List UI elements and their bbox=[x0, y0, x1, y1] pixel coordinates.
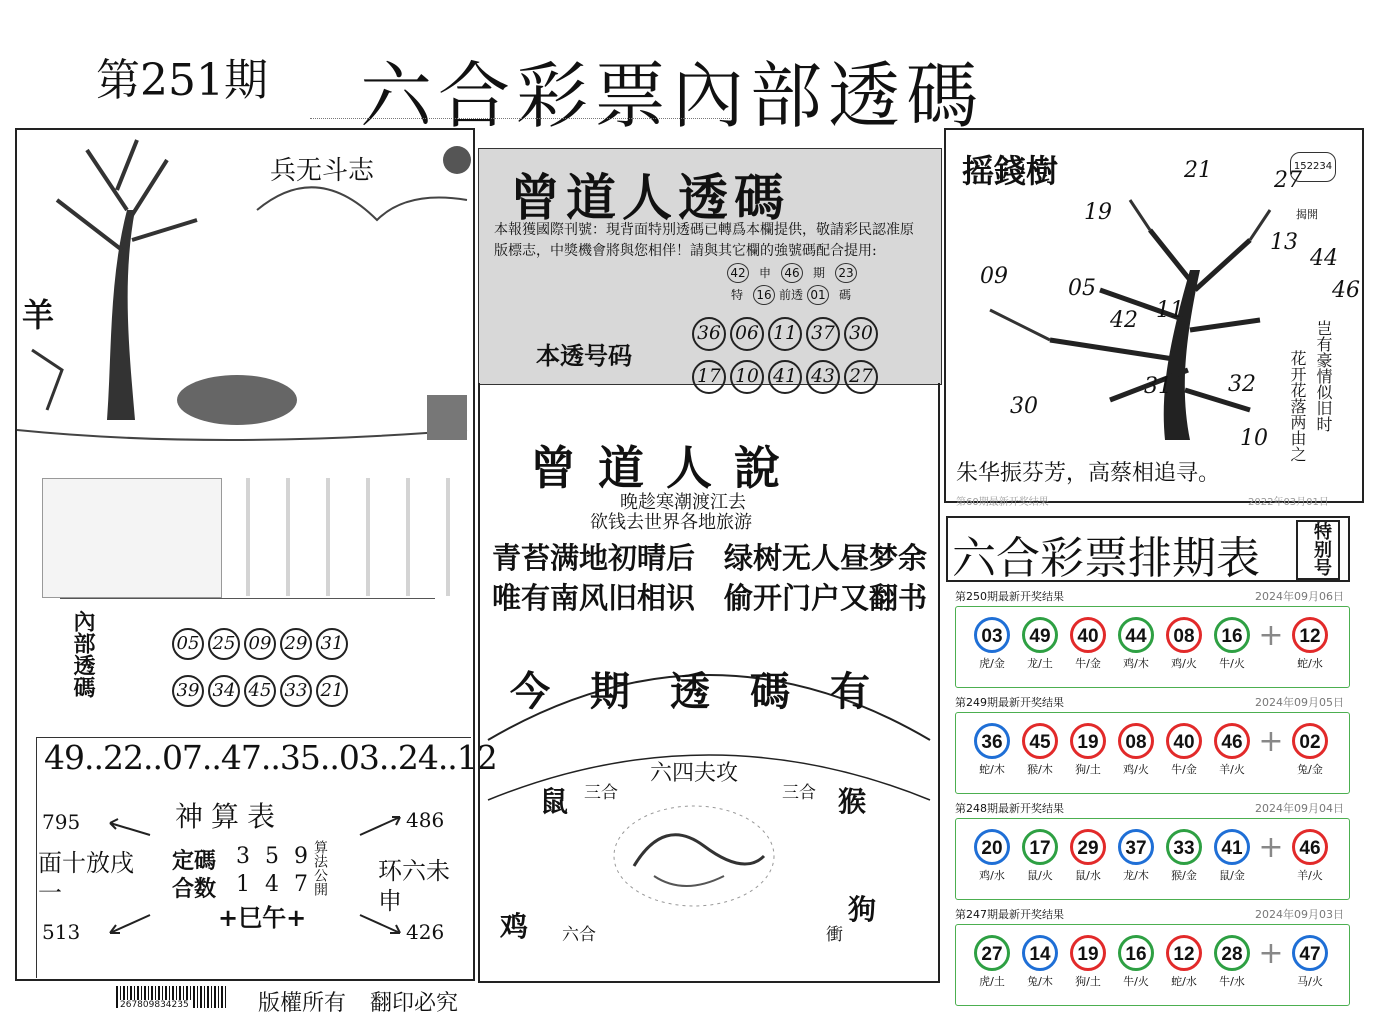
rights-1: 版權所有 bbox=[258, 991, 347, 1016]
lottery-ball: 12 bbox=[1166, 935, 1202, 971]
ball-zodiac: 狗/土 bbox=[1075, 763, 1101, 776]
result-card bbox=[955, 606, 1350, 688]
schedule-tag: 特别号 bbox=[1296, 520, 1340, 580]
tree-illustration bbox=[17, 130, 473, 470]
special-small-item: 特 bbox=[730, 288, 743, 302]
number-circle: 11 bbox=[768, 317, 802, 351]
ball-cell bbox=[1112, 935, 1160, 989]
ball-zodiac: 鼠/金 bbox=[1219, 869, 1245, 882]
middle-title-2: 曾道人說 bbox=[530, 441, 802, 495]
result-header bbox=[955, 694, 1350, 710]
number-circle: 10 bbox=[730, 360, 764, 394]
poem-title: 兵无斗志 bbox=[270, 156, 375, 186]
special-small-item: 01 bbox=[807, 285, 829, 305]
ball-cell bbox=[968, 935, 1016, 989]
tree-number: 21 bbox=[1184, 158, 1212, 183]
result-card bbox=[955, 712, 1350, 794]
ball-zodiac: 牛/金 bbox=[1075, 657, 1101, 670]
middle-sub-1: 晚趁寒潮渡江去 bbox=[620, 492, 746, 513]
calc-bottom-left: 513 bbox=[42, 920, 81, 944]
ball-zodiac: 牛/金 bbox=[1171, 763, 1197, 776]
plus-sign: + bbox=[1258, 618, 1284, 653]
bottom-left-note: 六合 bbox=[562, 925, 596, 945]
issue-label: 第251期 bbox=[96, 55, 268, 106]
special-small-item: 期 bbox=[812, 266, 825, 280]
ball-cell bbox=[1160, 935, 1208, 989]
special-small-item: 42 bbox=[727, 263, 749, 283]
result-date: 2024年09月04日 bbox=[1255, 802, 1344, 815]
ball-cell bbox=[968, 723, 1016, 777]
lottery-ball: 49 bbox=[1022, 617, 1058, 653]
lottery-ball: 37 bbox=[1118, 829, 1154, 865]
number-circle: 31 bbox=[316, 628, 348, 660]
result-header bbox=[955, 800, 1350, 816]
number-circle: 36 bbox=[692, 317, 726, 351]
calc-title: 神算表 bbox=[175, 800, 284, 833]
plus-sign: + bbox=[1258, 724, 1284, 759]
badge: 152234 bbox=[1290, 152, 1336, 182]
inner-code-label: 內部透碼 bbox=[70, 610, 96, 698]
lottery-ball: 08 bbox=[1118, 723, 1154, 759]
special-small-item: 16 bbox=[753, 285, 775, 305]
ball-zodiac: 龙/土 bbox=[1027, 657, 1053, 670]
result-issue: 第250期最新开奖结果 bbox=[955, 590, 1064, 603]
ball-zodiac: 羊/火 bbox=[1219, 763, 1245, 776]
page-title: 六合彩票內部透碼 bbox=[360, 54, 985, 138]
special-small-item: 申 bbox=[758, 266, 771, 280]
lottery-ball: 19 bbox=[1070, 935, 1106, 971]
tree-number: 31 bbox=[1144, 374, 1172, 399]
inner-row-1 bbox=[172, 628, 352, 660]
tree-number: 30 bbox=[1010, 394, 1038, 419]
dingma-value: 3 5 9 bbox=[236, 844, 312, 869]
tree-number: 10 bbox=[1240, 426, 1268, 451]
rights-2: 翻印必究 bbox=[370, 991, 459, 1016]
lottery-ball: 27 bbox=[974, 935, 1010, 971]
ball-cell bbox=[1016, 829, 1064, 883]
lottery-ball: 46 bbox=[1292, 829, 1328, 865]
ball-cell bbox=[1286, 829, 1334, 883]
result-issue: 第248期最新开奖结果 bbox=[955, 802, 1064, 815]
ball-zodiac: 蛇/木 bbox=[979, 763, 1005, 776]
number-circle: 06 bbox=[730, 317, 764, 351]
bottom-left-zodiac: 鸡 bbox=[500, 910, 529, 943]
result-date: 2024年09月06日 bbox=[1255, 590, 1344, 603]
number-circle: 27 bbox=[844, 360, 878, 394]
ball-cell bbox=[1064, 617, 1112, 671]
poem-line-1: 青苔满地初晴后 bbox=[492, 541, 696, 575]
calc-top-left: 795 bbox=[42, 810, 81, 834]
ball-zodiac: 牛/水 bbox=[1219, 975, 1245, 988]
lottery-ball: 41 bbox=[1214, 829, 1250, 865]
ball-cell bbox=[1016, 723, 1064, 777]
ball-zodiac: 牛/火 bbox=[1123, 975, 1149, 988]
ball-cell bbox=[1208, 617, 1256, 671]
arc-right: 猴 bbox=[838, 785, 867, 818]
lottery-ball: 28 bbox=[1214, 935, 1250, 971]
calc-right-chars: 环六未申 bbox=[378, 857, 450, 915]
number-circle: 09 bbox=[244, 628, 276, 660]
main-row-1 bbox=[692, 317, 882, 351]
zodiac-sheep-label: 羊 bbox=[22, 296, 55, 334]
result-card bbox=[955, 924, 1350, 1006]
tree-number: 44 bbox=[1310, 246, 1338, 271]
ball-cell bbox=[1208, 723, 1256, 777]
calc-side-note: 算法公開 bbox=[312, 840, 328, 896]
ball-zodiac: 鸡/火 bbox=[1123, 763, 1149, 776]
ball-cell bbox=[1112, 829, 1160, 883]
tree-number: 32 bbox=[1228, 372, 1256, 397]
number-circle: 39 bbox=[172, 675, 204, 707]
tree-number: 27 bbox=[1274, 168, 1302, 193]
dragon-illustration bbox=[604, 796, 784, 916]
ball-zodiac: 蛇/水 bbox=[1297, 657, 1323, 670]
number-circle: 05 bbox=[172, 628, 204, 660]
number-circle: 25 bbox=[208, 628, 240, 660]
badge-sub: 揭開 bbox=[1296, 208, 1318, 221]
lottery-ball: 16 bbox=[1118, 935, 1154, 971]
ball-cell bbox=[968, 829, 1016, 883]
lottery-ball: 12 bbox=[1292, 617, 1328, 653]
tree-number: 19 bbox=[1084, 200, 1112, 225]
ball-zodiac: 牛/火 bbox=[1219, 657, 1245, 670]
lottery-ball: 44 bbox=[1118, 617, 1154, 653]
middle-title-3: 今期透碼有 bbox=[510, 668, 910, 715]
ball-cell bbox=[1064, 723, 1112, 777]
dingma-label: 定碼 bbox=[172, 848, 217, 874]
header-rule bbox=[310, 118, 730, 120]
number-circle: 21 bbox=[316, 675, 348, 707]
ball-zodiac: 鼠/水 bbox=[1075, 869, 1101, 882]
tree-number: 42 bbox=[1110, 308, 1138, 333]
inner-row-2 bbox=[172, 675, 352, 707]
lottery-ball: 14 bbox=[1022, 935, 1058, 971]
special-small-item: 碼 bbox=[838, 288, 851, 302]
ball-zodiac: 兔/木 bbox=[1027, 975, 1053, 988]
lottery-ball: 33 bbox=[1166, 829, 1202, 865]
ball-zodiac: 兔/金 bbox=[1297, 763, 1323, 776]
sequence-numbers: 49..22..07..47..35..03..24..12 bbox=[44, 738, 497, 777]
ball-cell bbox=[1112, 617, 1160, 671]
ball-cell bbox=[1208, 829, 1256, 883]
heshu-value: 1 4 7 bbox=[236, 872, 312, 897]
ball-cell bbox=[1064, 829, 1112, 883]
ball-zodiac: 虎/土 bbox=[979, 975, 1005, 988]
lottery-ball: 47 bbox=[1292, 935, 1328, 971]
result-issue: 第247期最新开奖结果 bbox=[955, 908, 1064, 921]
main-code-label: 本透号码 bbox=[536, 341, 632, 370]
faint-result-right: 2022年03月01日 bbox=[1248, 497, 1329, 508]
side-poem-1: 岂有豪情似旧时 bbox=[1314, 320, 1333, 432]
ball-zodiac: 蛇/水 bbox=[1171, 975, 1197, 988]
number-circle: 34 bbox=[208, 675, 240, 707]
special-small-item: 46 bbox=[781, 263, 803, 283]
tree-number: 46 bbox=[1332, 278, 1360, 303]
scribble-box bbox=[42, 478, 222, 598]
side-poem-2: 花开花落两由之 bbox=[1288, 350, 1307, 462]
arc-left-note: 三合 bbox=[584, 783, 618, 803]
number-circle: 37 bbox=[806, 317, 840, 351]
lottery-ball: 19 bbox=[1070, 723, 1106, 759]
ball-zodiac: 鸡/水 bbox=[979, 869, 1005, 882]
ball-zodiac: 鸡/火 bbox=[1171, 657, 1197, 670]
tree-number: 09 bbox=[980, 264, 1008, 289]
lottery-ball: 46 bbox=[1214, 723, 1250, 759]
barcode-number: 267809834235 bbox=[120, 1000, 189, 1010]
result-header bbox=[955, 906, 1350, 922]
result-header bbox=[955, 588, 1350, 604]
ball-cell bbox=[968, 617, 1016, 671]
lottery-ball: 03 bbox=[974, 617, 1010, 653]
middle-sub-2: 欲钱去世界各地旅游 bbox=[590, 512, 752, 533]
ball-cell bbox=[1160, 829, 1208, 883]
number-circle: 43 bbox=[806, 360, 840, 394]
bottom-right-zodiac: 狗 bbox=[848, 893, 877, 926]
ball-cell bbox=[1112, 723, 1160, 777]
lottery-ball: 36 bbox=[974, 723, 1010, 759]
ball-zodiac: 龙/木 bbox=[1123, 869, 1149, 882]
result-date: 2024年09月03日 bbox=[1255, 908, 1344, 921]
lottery-ball: 17 bbox=[1022, 829, 1058, 865]
lottery-ball: 20 bbox=[974, 829, 1010, 865]
special-small-item: 前透 bbox=[778, 288, 803, 302]
number-circle: 45 bbox=[244, 675, 276, 707]
ball-cell bbox=[1064, 935, 1112, 989]
schedule-title: 六合彩票排期表 bbox=[952, 533, 1260, 584]
calc-top-right: 486 bbox=[406, 808, 445, 832]
ball-zodiac: 羊/火 bbox=[1297, 869, 1323, 882]
bottom-right-note: 衝 bbox=[826, 925, 843, 945]
ball-zodiac: 鼠/火 bbox=[1027, 869, 1053, 882]
number-circle: 33 bbox=[280, 675, 312, 707]
lottery-ball: 02 bbox=[1292, 723, 1328, 759]
plus-sign: + bbox=[1258, 830, 1284, 865]
tree-number: 05 bbox=[1068, 276, 1096, 301]
special-small-item: 23 bbox=[835, 263, 857, 283]
arc-left: 鼠 bbox=[540, 785, 569, 818]
arc-right-note: 三合 bbox=[782, 783, 816, 803]
ball-cell bbox=[1016, 617, 1064, 671]
middle-notice: 本報獲國際刊號：現背面特別透碼已轉爲本欄提供，敬請彩民認准原版標志，中獎機會將與您相伴！請與其它欄的強號碼配合提用: bbox=[494, 222, 914, 259]
lottery-ball: 40 bbox=[1070, 617, 1106, 653]
poem-line-2: 绿树无人昼梦余 bbox=[724, 541, 928, 575]
ball-cell bbox=[1160, 617, 1208, 671]
number-circle: 17 bbox=[692, 360, 726, 394]
heshu-label: 合数 bbox=[172, 876, 217, 902]
lottery-ball: 45 bbox=[1022, 723, 1058, 759]
calc-left-chars: 面十放戌一 bbox=[38, 849, 134, 907]
ball-cell bbox=[1286, 723, 1334, 777]
number-circle: 41 bbox=[768, 360, 802, 394]
ball-zodiac: 鸡/木 bbox=[1123, 657, 1149, 670]
plus-sign: + bbox=[1258, 936, 1284, 971]
result-issue: 第249期最新开奖结果 bbox=[955, 696, 1064, 709]
poem-line-3: 唯有南风旧相识 bbox=[492, 581, 696, 615]
result-date: 2024年09月05日 bbox=[1255, 696, 1344, 709]
left-divider bbox=[60, 598, 435, 599]
tree-number: 11 bbox=[1156, 298, 1184, 323]
result-card bbox=[955, 818, 1350, 900]
arc-center: 六四夫攻 bbox=[650, 761, 739, 786]
ball-zodiac: 猴/金 bbox=[1171, 869, 1197, 882]
ball-zodiac: 狗/土 bbox=[1075, 975, 1101, 988]
ball-cell bbox=[1286, 617, 1334, 671]
scribble-text-block bbox=[230, 478, 460, 596]
ball-zodiac: 马/火 bbox=[1297, 975, 1323, 988]
ball-zodiac: 虎/金 bbox=[979, 657, 1005, 670]
ball-cell bbox=[1208, 935, 1256, 989]
number-circle: 29 bbox=[280, 628, 312, 660]
ball-cell bbox=[1286, 935, 1334, 989]
middle-title-1: 曾道人透碼 bbox=[510, 168, 790, 227]
lottery-ball: 40 bbox=[1166, 723, 1202, 759]
ball-zodiac: 猴/木 bbox=[1027, 763, 1053, 776]
lottery-ball: 29 bbox=[1070, 829, 1106, 865]
money-tree-title: 摇錢樹 bbox=[962, 152, 1059, 190]
tree-number: 13 bbox=[1270, 230, 1298, 255]
special-small-grid bbox=[724, 262, 864, 306]
tree-bottom-poem: 朱华振芬芳，高蔡相追寻。 bbox=[956, 461, 1221, 486]
lottery-ball: 16 bbox=[1214, 617, 1250, 653]
lottery-ball: 08 bbox=[1166, 617, 1202, 653]
faint-result-left: 第60期最新开奖结果 bbox=[956, 497, 1049, 508]
number-circle: 30 bbox=[844, 317, 878, 351]
ball-cell bbox=[1160, 723, 1208, 777]
poem-line-4: 偷开门户又翻书 bbox=[724, 581, 928, 615]
calc-bottom-line: +巳午+ bbox=[218, 903, 307, 932]
ball-cell bbox=[1016, 935, 1064, 989]
calc-bottom-right: 426 bbox=[406, 920, 445, 944]
